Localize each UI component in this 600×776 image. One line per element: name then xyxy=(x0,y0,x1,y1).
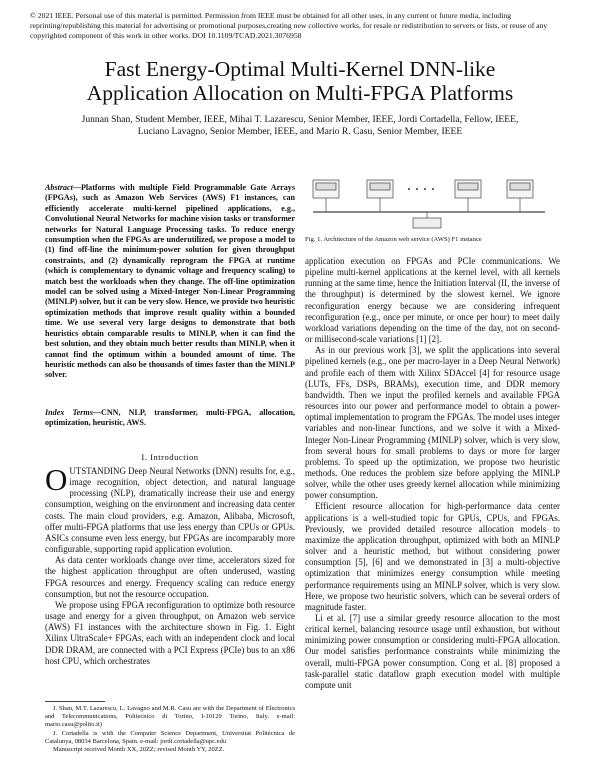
left-column-body xyxy=(45,462,295,667)
right-paragraph-3: Efficient resource allocation for high-performance data center applications is a well-studied topic for GPUs, CPUs, and FPGAs. Previously, we provided detailed resource allocation models to maximize the application throughput, optimized with both an MINLP solver and a heuristic method, but without considering power consumption [5], [6] and we demonstrated in [3] a multi-objective optimization that minimizes energy consumption while meeting performance requirements using an MINLP solver, which is very slow. Here, we propose two heuristic solvers, which can be several orders of magnitude faster. xyxy=(305,501,560,612)
section-heading-introduction: I. Introduction xyxy=(141,452,199,462)
footnote-affiliation-1: J. Shan, M.T. Lazarescu, L. Lavagno and M.R. Casu are with the Department of Electronics and Telecommunications, Politecnico di Torino, I-10129 Torino, Italy. e-mail: mario.casu@polito.it) xyxy=(45,705,295,729)
right-paragraph-2: As in our previous work [3], we split the applications into several pipelined kernels (e.g., one per macro-layer in a Deep Neural Network) and profile each of them with Xilinx SDAccel [4] for resource usage (LUTs, FFs, DSPs, BRAMs), execution time, and DDR memory bandwidth. Then we input the profiled kernels and available FPGA resources into our power and performance model to obtain a power-optimal implementation to program the FPGAs. The model uses integer variables and non-linear functions, and we solve it with a Mixed-Integer Non-Linear Programming (MINLP) solver, which is very slow, from several hours for small problems to days or more for larger problems. To speed up the optimization, we propose two heuristic methods. One reduces the problem size before applying the MINLP solver, while the other uses greedy kernel allocation while minimizing power consumption. xyxy=(305,345,560,501)
intro-paragraph-1 xyxy=(45,462,295,555)
intro-paragraph-2: As data center workloads change over time, accelerators sized for the highest application throughput are often underused, wasting FPGA resources and energy. Frequency scaling can reduce energy consumption, but not the resource occupation. xyxy=(45,555,295,599)
copyright-notice: © 2021 IEEE. Personal use of this material is permitted. Permission from IEEE must be obtained for all other uses, in any current or future media, including reprinting/republishing this material for advertising or promotional purposes,creating new collective works, for resale or redistribution to servers or lists, or reuse of any copyrighted component of this work in other works. DOI 10.1109/TCAD.2021.3076958 xyxy=(30,11,548,41)
index-terms-label: Index Terms xyxy=(45,408,93,417)
footnote-rule xyxy=(45,701,105,702)
authors-line-2: Luciano Lavagno, Senior Member, IEEE, and Mario R. Casu, Senior Member, IEEE xyxy=(137,126,463,138)
abstract xyxy=(45,183,295,381)
authors-line-1: Junnan Shan, Student Member, IEEE, Mihai T. Lazarescu, Senior Member, IEEE, Jordi Cortadella, Fellow, IEEE, xyxy=(81,114,519,125)
index-terms xyxy=(45,408,295,429)
intro-paragraph-1-text: UTSTANDING Deep Neural Networks (DNN) results for, e.g., image recognition, object detection, and natural language processing (NLP), dramatically increase their use and energy consumption, weighing on the environment and increasing data center costs. The main cloud providers, e.g. Amazon, Alibaba, Microsoft, offer multi-FPGA platforms that use less energy than CPUs or GPUs. ASICs consume even less energy, but FPGAs are incomparably more configurable, supporting rapid application evolution. xyxy=(45,466,295,555)
abstract-label: Abstract xyxy=(45,183,73,192)
title-line-2: Application Allocation on Multi-FPGA Platforms xyxy=(86,81,514,105)
right-paragraph-1: application execution on FPGAs and PCIe communications. We pipeline multi-kernel applications at the kernel level, with all kernels running at the same time, hence the Initiation Interval (II, the inverse of the throughput) is determined by the slowest kernel. We ignore reconfiguration energy because we are considering infrequent reconfiguration (e.g., once per minute, or once per hour) to meet daily workload variations depending on the time of the day, not on second- or millisecond-scale variations [1] [2]. xyxy=(305,256,560,345)
footnote-affiliation-2: J. Cortadella is with the Computer Science Department, Universitat Politècnica de Catalunya, 08034 Barcelona, Spain. e-mail: jordi.cortadella@upc.edu xyxy=(45,729,295,745)
figure-1-architecture-diagram xyxy=(305,178,560,230)
intro-paragraph-3: We propose using FPGA reconfiguration to optimize both resource usage and energy for a given throughput, on Amazon web service (AWS) F1 instances with the architecture shown in Fig. 1. Eight Xilinx UltraScale+ FPGAs, each with an independent clock and local DDR DRAM, are connected with a PCI Express (PCIe) bus to an x86 host CPU, which orchestrates xyxy=(45,599,295,666)
footnote-manuscript: Manuscript received Month XX, 20ZZ; revised Month YY, 20ZZ. xyxy=(53,746,225,754)
index-terms-text: —CNN, NLP, transformer, multi-FPGA, allocation, optimization, heuristic, AWS. xyxy=(45,408,296,428)
abstract-text: —Platforms with multiple Field Programmable Gate Arrays (FPGAs), such as Amazon Web Services (AWS) F1 instances, can efficiently accelerate multi-kernel pipelined applications, e.g., Convolutional Neural Networks for machine vision tasks or transformer networks for Natural Language Processing tasks. To reduce energy consumption when the FPGAs are underutilized, we propose a model to (1) find off-line the minimum-power solution for given throughput constraints, and (2) dynamically reprogram the FPGA at runtime (which is complementary to dynamic voltage and frequency scaling) to match best the workloads when they change. The off-line optimization model can be solved using a Mixed-Integer Non-Linear Programming (MINLP) solver, but it can be very slow. Hence, we provide two heuristic optimization methods that improve result quality within a bounded time. We use several very large designs to demonstrate that both heuristics obtain comparable results to MINLP, when it can find the best solution, and they obtain much better results than MINLP, when it cannot find the optimum within a bounded amount of time. The heuristic methods can also be thousands of times faster than the MINLP solver. xyxy=(45,183,295,380)
paper-title xyxy=(30,57,570,105)
right-column-body xyxy=(305,256,560,691)
footnotes xyxy=(45,701,295,754)
title-line-1: Fast Energy-Optimal Multi-Kernel DNN-like xyxy=(104,57,496,81)
drop-cap: O xyxy=(45,462,68,497)
author-list xyxy=(40,114,560,139)
figure-1-caption: Fig. 1. Architecture of the Amazon web service (AWS) F1 instance xyxy=(305,236,482,243)
right-paragraph-4: Li et al. [7] use a similar greedy resource allocation to the most critical kernel, balancing resource usage until exhaustion, but without minimizing power consumption or considering multi-FPGA allocation. Our model satisfies performance constraints while minimizing the overall, multi-FPGA power consumption. Cong et al. [8] proposed a task-parallel static dataflow graph execution model with multiple compute unit xyxy=(305,613,560,690)
